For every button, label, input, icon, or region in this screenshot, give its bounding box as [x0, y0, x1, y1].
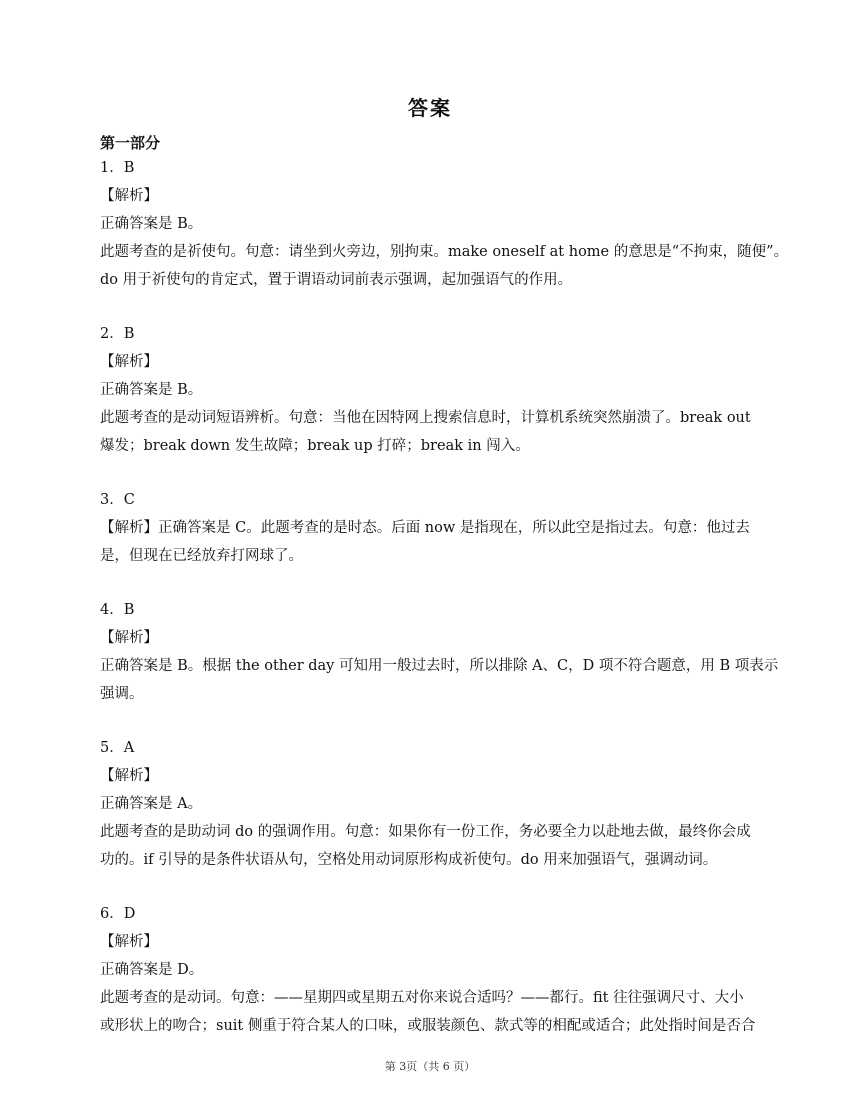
answer-line: 此题考查的是动词。句意：——星期四或星期五对你来说合适吗？——都行。fit 往往强调尺寸、大小 [100, 990, 744, 1006]
question-number: 6．D [100, 906, 136, 922]
question-5 [100, 734, 755, 874]
answer-content [100, 130, 789, 1066]
answer-line: 强调。 [100, 686, 144, 702]
answer-line: 功的。if 引导的是条件状语从句，空格处用动词原形构成祈使句。do 用来加强语气，强调动词。 [100, 852, 718, 868]
page-title: 答案 [408, 96, 452, 120]
answer-line: 爆发；break down 发生故障；break up 打碎；break in 闯入。 [100, 438, 530, 454]
question-4 [100, 596, 779, 708]
page-footer: 第 3页（共 6 页） [384, 1060, 476, 1073]
question-2 [100, 320, 755, 460]
answer-line: 正确答案是 D。 [100, 962, 204, 978]
question-number: 2．B [100, 326, 135, 342]
answer-line: 【解析】正确答案是 C。此题考查的是时态。后面 now 是指现在，所以此空是指过去。句意：他过去 [100, 520, 750, 536]
analysis-label: 【解析】 [100, 934, 158, 950]
analysis-label: 【解析】 [100, 768, 158, 784]
analysis-label: 【解析】 [100, 188, 158, 204]
question-1 [100, 154, 789, 294]
answer-line: 是，但现在已经放弃打网球了。 [100, 548, 303, 564]
answer-line: 或形状上的吻合；suit 侧重于符合某人的口味，或服装颜色、款式等的相配或适合；此处指时间是否合 [100, 1018, 756, 1034]
answer-line: 此题考查的是祈使句。句意：请坐到火旁边，别拘束。make oneself at home 的意思是“不拘束，随便”。 [100, 244, 789, 260]
question-number: 4．B [100, 602, 135, 618]
answer-line: 正确答案是 B。 [100, 382, 203, 398]
answer-line: 此题考查的是助动词 do 的强调作用。句意：如果你有一份工作，务必要全力以赴地去做，最终你会成 [100, 824, 751, 840]
section-heading: 第一部分 [100, 134, 161, 152]
answer-line: 正确答案是 A。 [100, 796, 203, 812]
answer-line: 正确答案是 B。根据 the other day 可知用一般过去时，所以排除 A、C，D 项不符合题意，用 B 项表示 [100, 658, 779, 674]
answer-line: 正确答案是 B。 [100, 216, 203, 232]
analysis-label: 【解析】 [100, 630, 158, 646]
question-number: 3．C [100, 492, 135, 508]
question-number: 1．B [100, 160, 135, 176]
question-6 [100, 900, 755, 1040]
question-3 [100, 486, 755, 570]
question-number: 5．A [100, 740, 135, 756]
analysis-label: 【解析】 [100, 354, 158, 370]
answer-line: 此题考查的是动词短语辨析。句意：当他在因特网上搜索信息时，计算机系统突然崩溃了。break out [100, 410, 751, 426]
answer-line: do 用于祈使句的肯定式，置于谓语动词前表示强调，起加强语气的作用。 [100, 272, 573, 288]
